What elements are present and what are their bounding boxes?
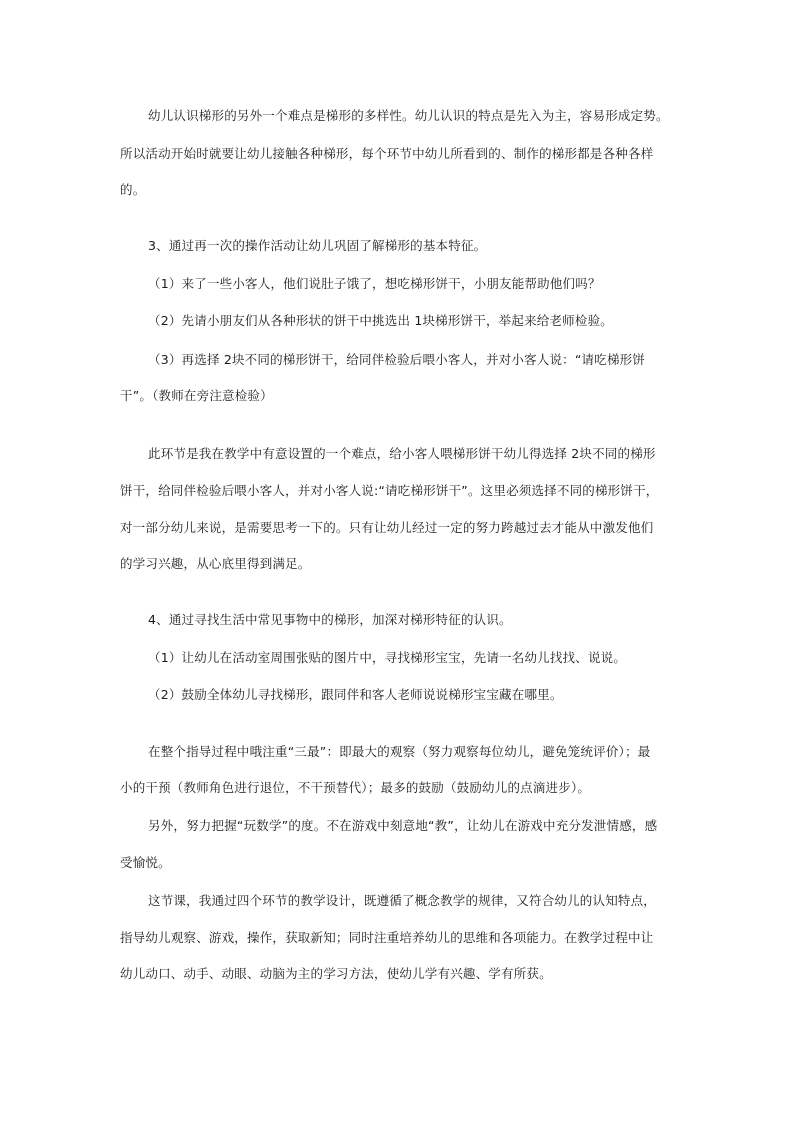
paragraph-line: 此环节是我在教学中有意设置的一个难点，给小客人喂梯形饼干幼儿得选择 2块不同的梯形: [148, 446, 656, 461]
list-item: （2）鼓励全体幼儿寻找梯形，跟同伴和客人老师说说梯形宝宝藏在哪里。: [148, 687, 563, 702]
paragraph-line: 的学习兴趣，从心底里得到满足。: [120, 556, 311, 571]
list-item: （1）让幼儿在活动室周围张贴的图片中，寻找梯形宝宝，先请一名幼儿找找、说说。: [148, 650, 627, 665]
paragraph-line: 受愉悦。: [120, 855, 171, 870]
paragraph-line: 干”。（教师在旁注意检验）: [120, 388, 273, 403]
paragraph-line: 另外，努力把握“玩数学”的度。不在游戏中刻意地“教”，让幼儿在游戏中充分发泄情感，感: [148, 818, 658, 833]
list-item: （2）先请小朋友们从各种形状的饼干中挑选出 1块梯形饼干，举起来给老师检验。: [148, 313, 613, 328]
paragraph-line: 的。: [120, 182, 146, 197]
paragraph-line: 小的干预（教师角色进行退位，不干预替代）；最多的鼓励（鼓励幼儿的点滴进步）。: [120, 780, 591, 795]
paragraph-line: 对一部分幼儿来说，是需要思考一下的。只有让幼儿经过一定的努力跨越过去才能从中激发他们: [120, 520, 654, 535]
paragraph-line: 所以活动开始时就要让幼儿接触各种梯形，每个环节中幼儿所看到的、制作的梯形都是各种各样: [120, 146, 654, 161]
paragraph-line: 幼儿动口、动手、动眼、动脑为主的学习方法，使幼儿学有兴趣、学有所获。: [120, 966, 552, 981]
paragraph-line: 指导幼儿观察、游戏，操作，获取新知；同时注重培养幼儿的思维和各项能力。在教学过程中让: [120, 930, 654, 945]
list-item: （3）再选择 2块不同的梯形饼干，给同伴检验后喂小客人，并对小客人说：“请吃梯形饼: [148, 352, 646, 367]
list-item: （1）来了一些小客人，他们说肚子饿了，想吃梯形饼干，小朋友能帮助他们吗？: [148, 276, 601, 291]
paragraph-line: 在整个指导过程中哦注重“三最”：即最大的观察（努力观察每位幼儿，避免笼统评价）；最: [148, 744, 651, 759]
paragraph-line: 饼干，给同伴检验后喂小客人，并对小客人说:“请吃梯形饼干”。这里必须选择不同的梯形饼干，: [120, 483, 659, 498]
paragraph-line: 幼儿认识梯形的另外一个难点是梯形的多样性。幼儿认识的特点是先入为主，容易形成定势。: [148, 108, 669, 123]
paragraph-line: 这节课，我通过四个环节的教学设计，既遵循了概念教学的规律，又符合幼儿的认知特点，: [148, 893, 657, 908]
section-heading: 4、通过寻找生活中常见事物中的梯形，加深对梯形特征的认识。: [148, 612, 512, 627]
section-heading: 3、通过再一次的操作活动让幼儿巩固了解梯形的基本特征。: [148, 238, 487, 253]
